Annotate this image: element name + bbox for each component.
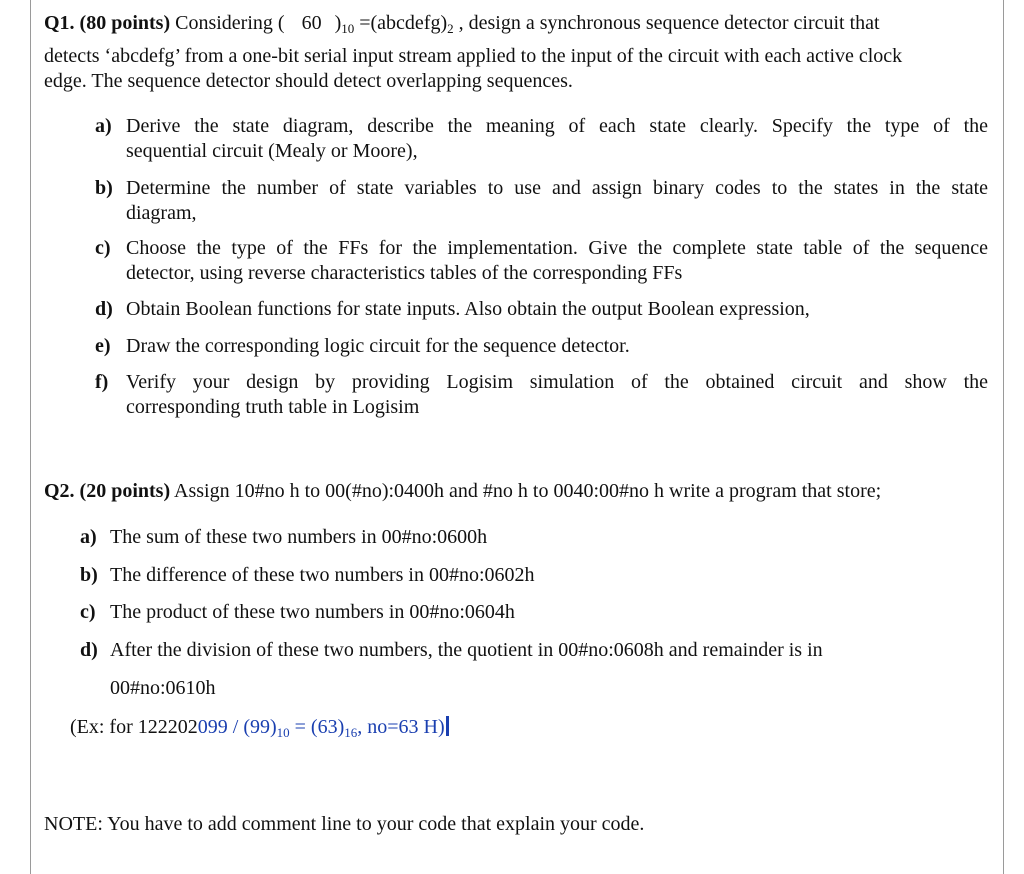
- q1-heading: [44, 10, 880, 38]
- q1-sub10: 10: [341, 21, 355, 36]
- q1-item-f: [95, 370, 990, 422]
- q2-item-b-text: The difference of these two numbers in 00#no:0602h: [110, 564, 535, 586]
- q1-rest: , design a synchronous sequence detector circuit that: [458, 12, 880, 34]
- q2-item-a-text: The sum of these two numbers in 00#no:0600h: [110, 526, 488, 548]
- q2-item-c: [80, 600, 980, 626]
- q2-item-d-label: d): [80, 639, 98, 661]
- q2-example: [70, 714, 449, 742]
- q1-label: Q1. (80 points): [44, 12, 171, 34]
- example-prefix: (Ex: for 122202: [70, 716, 198, 738]
- q1-item-c-line1: Choose the type of the FFs for the implementation. Give the complete state table of the sequence: [126, 237, 988, 259]
- q1-item-e: [95, 334, 990, 360]
- q1-item-c-line2: detector, using reverse characteristics tables of the corresponding FFs: [126, 262, 683, 284]
- q1-item-b: [95, 176, 990, 228]
- example-blue: 099 / (99): [197, 716, 277, 738]
- q1-number: 60: [301, 12, 322, 34]
- q1-item-d: [95, 297, 990, 323]
- q2-item-c-label: c): [80, 601, 96, 623]
- q2-item-a-label: a): [80, 526, 97, 548]
- q1-item-c: [95, 236, 990, 288]
- q1-abc: (abcdefg): [370, 12, 448, 34]
- q1-sub2: 2: [447, 21, 454, 36]
- q2-heading: [44, 478, 881, 504]
- note-text: NOTE: You have to add comment line to your code that explain your code.: [44, 813, 645, 835]
- example-mid: = (63): [289, 716, 345, 738]
- q1-item-c-label: c): [95, 237, 111, 259]
- q2-item-d-text2: 00#no:0610h: [110, 677, 216, 699]
- example-sub2: 16: [344, 725, 358, 740]
- q1-equals: =: [359, 12, 371, 34]
- q1-line-2: detects ‘abcdefg’ from a one-bit serial input stream applied to the input of the circuit with each active clock: [44, 45, 903, 67]
- q1-item-e-label: e): [95, 335, 111, 357]
- q2-item-d: [80, 638, 980, 702]
- q2-item-b: [80, 563, 980, 589]
- q1-considering: Considering (: [175, 12, 285, 34]
- q1-paren-close: ): [334, 12, 342, 34]
- q1-item-a-line2: sequential circuit (Mealy or Moore),: [126, 140, 418, 162]
- example-sub1: 10: [276, 725, 290, 740]
- q1-item-a-label: a): [95, 115, 112, 137]
- q1-item-b-label: b): [95, 177, 113, 199]
- q1-item-b-line1: Determine the number of state variables to use and assign binary codes to the states in the state: [126, 177, 988, 199]
- q1-item-b-line2: diagram,: [126, 202, 197, 224]
- q1-item-d-label: d): [95, 298, 113, 320]
- q2-item-d-text: After the division of these two numbers, the quotient in 00#no:0608h and remainder is in: [110, 639, 823, 661]
- q1-item-f-line1: Verify your design by providing Logisim simulation of the obtained circuit and show the: [126, 371, 988, 393]
- q1-item-d-line1: Obtain Boolean functions for state inputs. Also obtain the output Boolean expression,: [126, 298, 810, 320]
- q2-item-a: [80, 525, 980, 551]
- q2-label: Q2. (20 points): [44, 480, 171, 502]
- q1-item-f-label: f): [95, 371, 109, 393]
- q1-item-a-line1: Derive the state diagram, describe the meaning of each state clearly. Specify the type of the: [126, 115, 988, 137]
- q2-item-b-label: b): [80, 564, 98, 586]
- q2-text: Assign 10#no h to 00(#no):0400h and #no h to 0040:00#no h write a program that store;: [174, 480, 882, 502]
- example-suffix: , no=63 H): [357, 716, 445, 738]
- q1-item-f-line2: corresponding truth table in Logisim: [126, 396, 420, 418]
- text-cursor-icon: [446, 716, 449, 736]
- q1-item-e-line1: Draw the corresponding logic circuit for the sequence detector.: [126, 335, 630, 357]
- q1-line-3: edge. The sequence detector should detect overlapping sequences.: [44, 70, 573, 92]
- q2-item-c-text: The product of these two numbers in 00#no:0604h: [110, 601, 515, 623]
- q1-item-a: [95, 114, 990, 166]
